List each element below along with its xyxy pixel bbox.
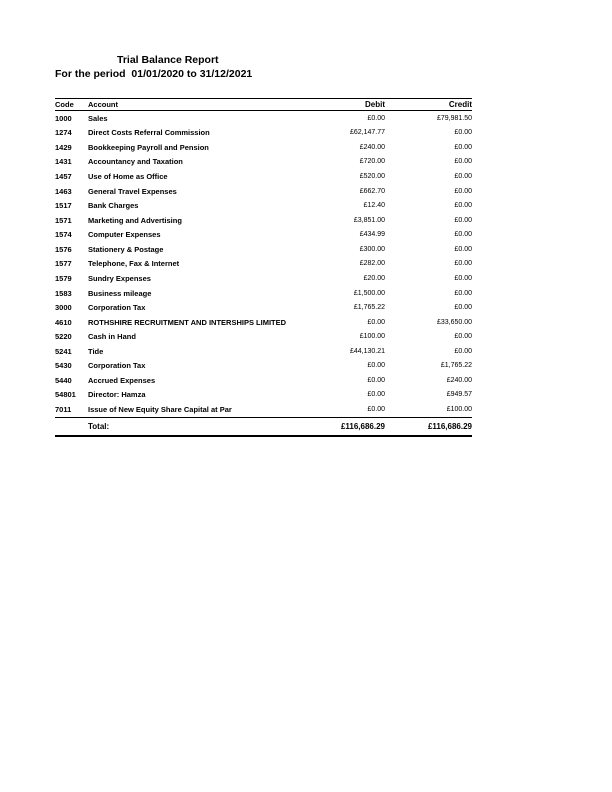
row-debit: £240.00 xyxy=(359,143,385,151)
row-account: Direct Costs Referral Commission xyxy=(88,128,210,138)
row-code: 1577 xyxy=(55,259,72,269)
table-row xyxy=(55,198,472,213)
total-credit: £116,686.29 xyxy=(427,421,472,431)
row-debit: £100.00 xyxy=(359,333,385,341)
row-code: 5220 xyxy=(55,332,72,342)
row-debit: £0.00 xyxy=(367,406,385,414)
row-debit: £1,765.22 xyxy=(353,304,385,312)
table-row xyxy=(55,155,472,170)
row-credit: £0.00 xyxy=(454,158,472,166)
row-account: Use of Home as Office xyxy=(88,172,168,182)
table-row xyxy=(55,388,472,403)
row-code: 5241 xyxy=(55,346,72,356)
row-credit: £0.00 xyxy=(454,129,472,137)
table-row xyxy=(55,359,472,374)
row-account: Corporation Tax xyxy=(88,303,146,313)
row-debit: £62,147.77 xyxy=(349,129,385,137)
row-debit: £0.00 xyxy=(367,391,385,399)
row-account: Corporation Tax xyxy=(88,361,146,371)
row-debit: £300.00 xyxy=(359,245,385,253)
row-credit: £0.00 xyxy=(454,289,472,297)
row-code: 1576 xyxy=(55,244,72,254)
row-account: Business mileage xyxy=(88,288,152,298)
header-account: Account xyxy=(88,100,118,109)
table-row xyxy=(55,300,472,315)
row-debit: £520.00 xyxy=(359,173,385,181)
row-account: ROTHSHIRE RECRUITMENT AND INTERSHIPS LIMITED xyxy=(88,317,287,327)
row-code: 4610 xyxy=(55,317,72,327)
table-row xyxy=(55,126,472,141)
table-row xyxy=(55,140,472,155)
total-label: Total: xyxy=(88,421,110,431)
row-debit: £0.00 xyxy=(367,114,385,122)
table-row xyxy=(55,242,472,257)
row-code: 1463 xyxy=(55,186,72,196)
table-row xyxy=(55,184,472,199)
table-row xyxy=(55,271,472,286)
row-debit: £3,851.00 xyxy=(353,216,385,224)
row-account: Director: Hamza xyxy=(88,390,146,400)
row-credit: £949.57 xyxy=(446,391,472,399)
row-credit: £1,765.22 xyxy=(440,362,472,370)
row-debit: £720.00 xyxy=(359,158,385,166)
row-code: 1583 xyxy=(55,288,72,298)
row-code: 1274 xyxy=(55,128,72,138)
row-code: 1574 xyxy=(55,230,72,240)
row-credit: £240.00 xyxy=(446,376,472,384)
table-row xyxy=(55,329,472,344)
header-debit: Debit xyxy=(365,100,385,109)
row-code: 1457 xyxy=(55,172,72,182)
row-account: Tide xyxy=(88,346,104,356)
row-credit: £100.00 xyxy=(446,406,472,414)
row-debit: £0.00 xyxy=(367,318,385,326)
table-row xyxy=(55,169,472,184)
row-debit: £1,500.00 xyxy=(353,289,385,297)
table-row xyxy=(55,315,472,330)
row-debit: £0.00 xyxy=(367,362,385,370)
report-title: Trial Balance Report xyxy=(117,54,219,66)
row-code: 1579 xyxy=(55,273,72,283)
row-debit: £662.70 xyxy=(359,187,385,195)
row-code: 1429 xyxy=(55,142,72,152)
row-credit: £0.00 xyxy=(454,245,472,253)
row-credit: £0.00 xyxy=(454,274,472,282)
row-account: Telephone, Fax & Internet xyxy=(88,259,180,269)
row-credit: £0.00 xyxy=(454,216,472,224)
header-credit: Credit xyxy=(448,100,472,109)
row-code: 5440 xyxy=(55,375,72,385)
row-account: Computer Expenses xyxy=(88,230,161,240)
row-account: Stationery & Postage xyxy=(88,244,164,254)
total-debit: £116,686.29 xyxy=(340,421,385,431)
row-account: Sundry Expenses xyxy=(88,273,151,283)
row-credit: £0.00 xyxy=(454,202,472,210)
row-code: 1571 xyxy=(55,215,72,225)
row-credit: £33,650.00 xyxy=(436,318,472,326)
row-account: Marketing and Advertising xyxy=(88,215,182,225)
row-credit: £79,981.50 xyxy=(436,114,472,122)
row-credit: £0.00 xyxy=(454,347,472,355)
row-credit: £0.00 xyxy=(454,143,472,151)
row-account: Sales xyxy=(88,113,108,123)
row-code: 1431 xyxy=(55,157,72,167)
table-row xyxy=(55,286,472,301)
row-debit: £20.00 xyxy=(363,274,385,282)
header-code: Code xyxy=(55,100,74,109)
table-row xyxy=(55,344,472,359)
table-row xyxy=(55,111,472,126)
row-account: Issue of New Equity Share Capital at Par xyxy=(88,405,232,415)
row-credit: £0.00 xyxy=(454,187,472,195)
row-account: Bookkeeping Payroll and Pension xyxy=(88,142,209,152)
row-credit: £0.00 xyxy=(454,333,472,341)
trial-balance-table xyxy=(55,98,472,437)
table-header-row xyxy=(55,98,472,111)
table-row xyxy=(55,402,472,417)
report-period: For the period 01/01/2020 to 31/12/2021 xyxy=(55,68,253,80)
row-code: 54801 xyxy=(55,390,76,400)
row-code: 3000 xyxy=(55,303,72,313)
table-row xyxy=(55,373,472,388)
table-body xyxy=(55,111,472,417)
row-code: 1517 xyxy=(55,201,72,211)
row-account: General Travel Expenses xyxy=(88,186,177,196)
row-code: 7011 xyxy=(55,405,72,415)
row-debit: £12.40 xyxy=(363,202,385,210)
row-credit: £0.00 xyxy=(454,260,472,268)
row-code: 5430 xyxy=(55,361,72,371)
table-row xyxy=(55,257,472,272)
table-row xyxy=(55,213,472,228)
row-credit: £0.00 xyxy=(454,231,472,239)
row-debit: £434.99 xyxy=(359,231,385,239)
trial-balance-report xyxy=(55,54,472,437)
row-account: Accountancy and Taxation xyxy=(88,157,183,167)
row-code: 1000 xyxy=(55,113,72,123)
row-debit: £44,130.21 xyxy=(349,347,385,355)
row-credit: £0.00 xyxy=(454,173,472,181)
row-debit: £282.00 xyxy=(359,260,385,268)
row-account: Accrued Expenses xyxy=(88,375,156,385)
row-debit: £0.00 xyxy=(367,376,385,384)
row-credit: £0.00 xyxy=(454,304,472,312)
table-row xyxy=(55,228,472,243)
total-row xyxy=(55,417,472,437)
row-account: Cash in Hand xyxy=(88,332,136,342)
row-account: Bank Charges xyxy=(88,201,139,211)
